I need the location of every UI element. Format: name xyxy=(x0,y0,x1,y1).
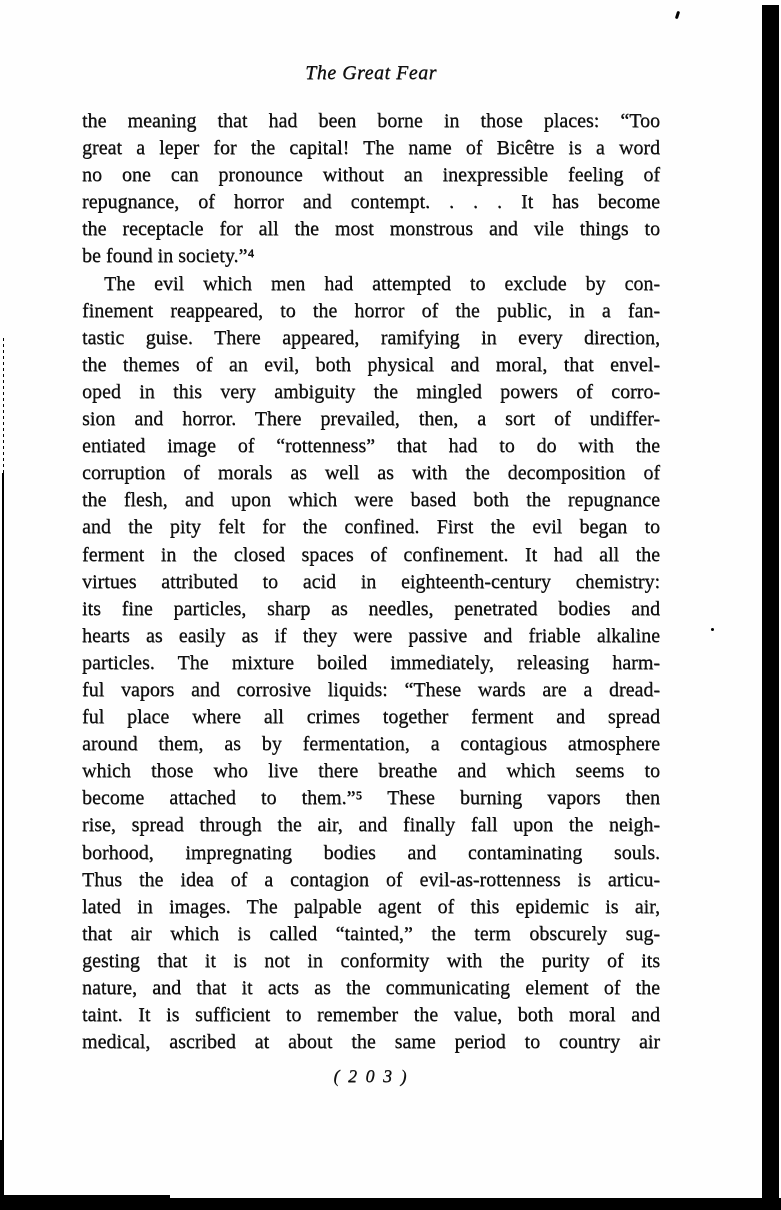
scan-speck-middle-right xyxy=(711,628,714,631)
paragraph xyxy=(82,108,660,271)
text-line: around them, as by fermentation, a contagious atmosphere xyxy=(82,733,660,756)
text-line: the meaning that had been borne in those places: “Too xyxy=(82,110,660,132)
text-line: repugnance, of horror and contempt. . . . It has become xyxy=(82,191,660,214)
text-line: great a leper for the capital! The name of Bicêtre is a word xyxy=(82,137,660,160)
text-line: taint. It is sufficient to remember the value, both moral and xyxy=(82,1004,660,1027)
text-line: The evil which men had attempted to exclude by con- xyxy=(104,272,660,295)
text-line: entiated image of “rottenness” that had to do with the xyxy=(82,435,660,458)
text-line: oped in this very ambiguity the mingled powers of corro- xyxy=(82,380,660,403)
text-line: be found in society.”⁴ xyxy=(82,245,255,268)
paragraph xyxy=(82,271,660,1057)
text-line: ful place where all crimes together ferment and spread xyxy=(82,706,660,729)
text-line: ful vapors and corrosive liquids: “These wards are a dread- xyxy=(82,678,660,701)
scan-artifact-bottom-lip xyxy=(0,1195,170,1199)
running-head: The Great Fear xyxy=(305,62,437,84)
text-line: become attached to them.”⁵ These burning vapors then xyxy=(82,787,660,810)
text-line: virtues attributed to acid in eighteenth-century chemistry: xyxy=(82,570,660,593)
text-line: no one can pronounce without an inexpressible feeling of xyxy=(82,164,660,187)
text-line: lated in images. The palpable agent of this epidemic is air, xyxy=(82,895,660,918)
body-text xyxy=(82,108,660,1056)
text-line: rise, spread through the air, and finally fall upon the neigh- xyxy=(82,814,660,837)
scan-artifact-left-line-dashed xyxy=(3,338,4,474)
text-line: medical, ascribed at about the same period to country air xyxy=(82,1031,660,1054)
text-line: that air which is called “tainted,” the term obscurely sug- xyxy=(82,922,660,945)
text-line: the receptacle for all the most monstrous and vile things to xyxy=(82,218,660,241)
text-line: Thus the idea of a contagion of evil-as-rottenness is articu- xyxy=(82,868,660,891)
text-line: its fine particles, sharp as needles, penetrated bodies and xyxy=(82,597,660,620)
text-line: particles. The mixture boiled immediately, releasing harm- xyxy=(82,651,660,674)
text-line: the flesh, and upon which were based both the repugnance xyxy=(82,489,660,512)
text-line: the themes of an evil, both physical and moral, that envel- xyxy=(82,353,660,376)
text-line: tastic guise. There appeared, ramifying in every direction, xyxy=(82,326,660,349)
text-line: corruption of morals as well as with the decomposition of xyxy=(82,462,660,485)
text-line: hearts as easily as if they were passive and friable alkaline xyxy=(82,624,660,647)
text-line: gesting that it is not in conformity with the purity of its xyxy=(82,949,660,972)
scan-artifact-bottom-bar xyxy=(0,1198,781,1210)
text-line: borhood, impregnating bodies and contaminating souls. xyxy=(82,841,660,864)
page-number: ( 2 0 3 ) xyxy=(333,1066,409,1086)
text-line: ferment in the closed spaces of confinement. It had all the xyxy=(82,543,660,566)
text-line: finement reappeared, to the horror of the public, in a fan- xyxy=(82,299,660,322)
scan-speck-top-right xyxy=(675,11,680,20)
text-line: which those who live there breathe and which seems to xyxy=(82,760,660,783)
text-line: sion and horror. There prevailed, then, a sort of undiffer- xyxy=(82,408,660,431)
scan-artifact-right-bar xyxy=(762,5,779,1210)
text-line: and the pity felt for the confined. First the evil began to xyxy=(82,516,660,539)
text-line: nature, and that it acts as the communicating element of the xyxy=(82,977,660,999)
scan-artifact-left-line xyxy=(2,473,4,1200)
scan-artifact-left-line-bottom xyxy=(0,1140,4,1200)
